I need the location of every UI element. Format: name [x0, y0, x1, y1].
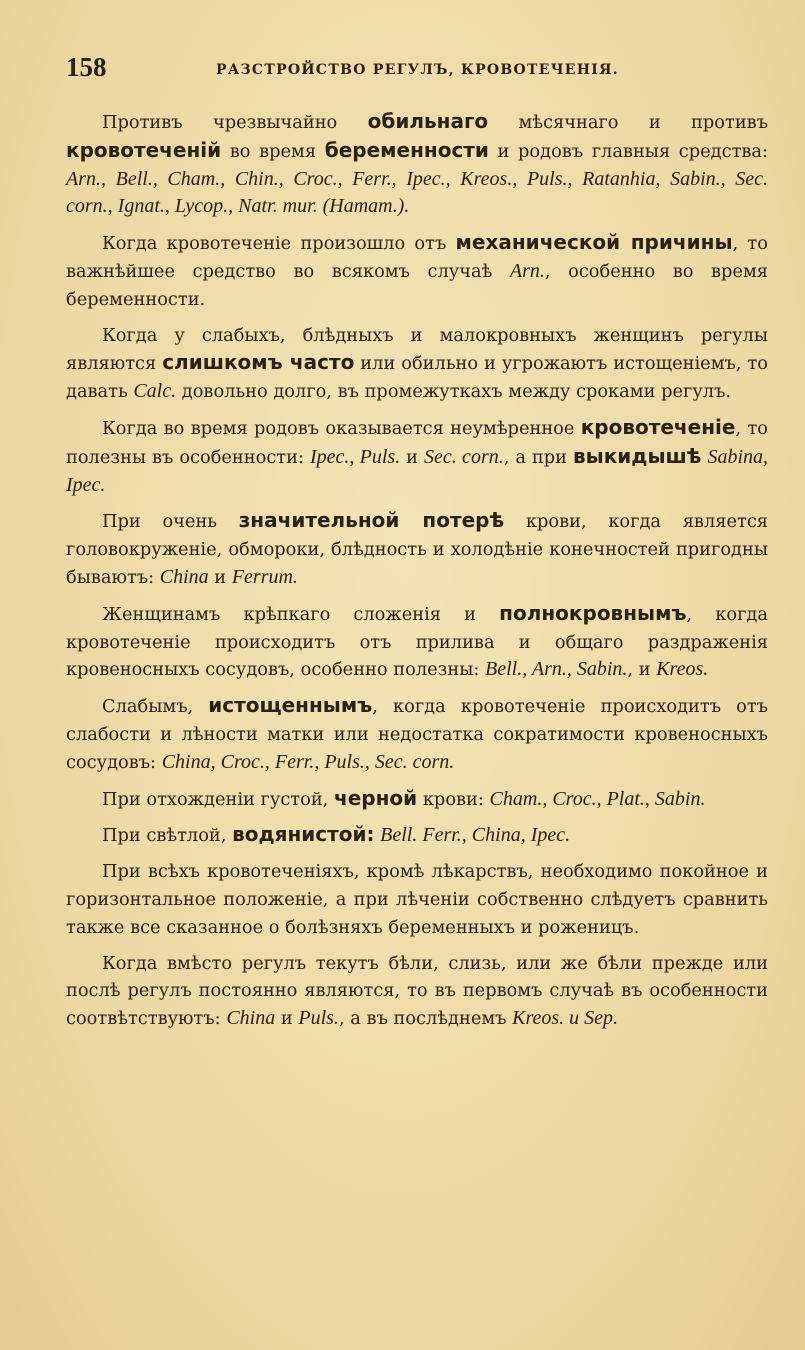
remedy-names: Ipec., Puls. [309, 445, 401, 468]
text-run: , то полезны въ особенности: [66, 417, 768, 468]
emphasized-text: обильнаго [367, 109, 489, 133]
text-run: крови, когда является головокруженіе, обмороки, блѣдность и холодѣніе конечностей пригодны бываютъ: [66, 511, 768, 588]
remedy-names: Arn. [509, 259, 545, 282]
text-run: и родовъ главныя средства: [488, 140, 769, 162]
text-run: Женщинамъ крѣпкаго сложенія и [102, 603, 500, 625]
text-run: При свѣтлой, [102, 825, 233, 847]
remedy-names: Kreos. [656, 658, 709, 681]
remedy-names: China [226, 1007, 276, 1030]
body-text [66, 108, 768, 1041]
paragraph [66, 858, 768, 941]
emphasized-text: истощеннымъ [208, 693, 373, 718]
text-run: , а при [503, 446, 573, 468]
paragraph [66, 785, 768, 814]
paragraph [66, 950, 768, 1033]
text-run: и [400, 446, 424, 468]
emphasized-text: кровотеченіе [580, 414, 736, 439]
text-run: или обильно и угрожаютъ истощеніемъ, то давать [66, 353, 769, 403]
remedy-names: Calc. [133, 380, 177, 403]
paragraph [66, 692, 768, 776]
paragraph [66, 507, 768, 591]
text-run: Противъ чрезвычайно [102, 112, 368, 133]
remedy-names: Ferrum. [231, 565, 298, 588]
text-run: Когда кровотеченіе произошло отъ [102, 233, 456, 255]
text-run: крови: [417, 788, 490, 810]
emphasized-text: беременности [324, 137, 489, 162]
paragraph [66, 600, 768, 684]
paragraph [66, 821, 768, 850]
paragraph [66, 108, 768, 221]
remedy-names: Sabina, Ipec. [66, 445, 769, 496]
emphasized-text: слишкомъ часто [162, 350, 355, 375]
remedy-names: Cham., Croc., Plat., Sabin. [489, 787, 706, 810]
text-run: , когда кровотеченіе происходитъ отъ прилива и общаго раздраженія кровеносныхъ сосудовъ, особенно полезны: [66, 603, 768, 681]
emphasized-text: черной [333, 785, 418, 810]
emphasized-text: водянистой: [232, 822, 375, 847]
text-run: , особенно во время беременности. [66, 260, 769, 310]
remedy-names: Sec. corn. [424, 445, 504, 468]
emphasized-text: механической причины [455, 230, 733, 255]
paragraph [66, 414, 768, 499]
text-run: , и [627, 659, 657, 681]
remedy-names: China, Croc., Ferr., Puls., Sec. corn. [161, 750, 455, 773]
text-run: и [208, 566, 232, 588]
remedy-names: Arn., Bell., Cham., Chin., Croc., Ferr., Ipec., Kreos., Puls., Ratanhia, Sabin., Sec. corn., Ignat., Lycop., Natr. mur. (Hamam.). [66, 167, 768, 218]
paragraph [66, 229, 768, 313]
text-run: во время [221, 140, 325, 162]
text-run: При всѣхъ кровотеченіяхъ, кромѣ лѣкарствъ, необходимо покойное и горизонтальное положеніе, а при лѣченіи собственно слѣдуетъ сравнить также все сказанное о болѣзняхъ беременныхъ и роженицъ. [66, 861, 768, 938]
text-run: , когда кровотеченіе происходитъ отъ слабости и лѣности матки или недостатка сократимости кровеносныхъ сосудовъ: [66, 696, 768, 773]
text-run: Когда вмѣсто регулъ текутъ бѣли, слизь, или же бѣли прежде или послѣ регулъ постоянно являются, то въ первомъ случаѣ въ особенности соотвѣтствуютъ: [66, 952, 768, 1030]
remedy-names: Puls. [298, 1007, 339, 1030]
text-run: При отхожденіи густой, [102, 788, 334, 810]
page-number: 158 [66, 52, 107, 82]
emphasized-text: значительной потерѣ [238, 508, 505, 533]
page-header [66, 52, 766, 92]
remedy-names: Bell. Ferr., China, Ipec. [380, 824, 571, 847]
emphasized-text: полнокровнымъ [499, 600, 687, 625]
remedy-names: Kreos. и Sep. [512, 1007, 619, 1030]
text-run: Когда у слабыхъ, блѣдныхъ и малокровныхъ женщинъ регулы являются [66, 324, 768, 375]
remedy-names: China [159, 565, 209, 588]
text-run: и [275, 1008, 299, 1030]
text-run: Когда во время родовъ оказывается неумѣренное [102, 417, 581, 439]
emphasized-text: выкидышѣ [572, 443, 702, 468]
text-run: , то важнѣйшее средство во всякомъ случаѣ [66, 233, 768, 282]
emphasized-text: кровотеченій [66, 137, 222, 162]
text-run: довольно долго, въ промежуткахъ между сроками регулъ. [176, 381, 732, 403]
paragraph [66, 322, 768, 406]
text-run: При очень [102, 511, 239, 533]
remedy-names: Bell., Arn., Sabin. [485, 658, 628, 681]
text-run: , а въ послѣднемъ [338, 1008, 513, 1030]
text-run: мѣсячнаго и противъ [488, 112, 769, 133]
running-head: РАЗСТРОЙСТВО РЕГУЛЪ, КРОВОТЕЧЕНІЯ. [216, 62, 619, 78]
text-run: Слабымъ, [102, 696, 209, 718]
